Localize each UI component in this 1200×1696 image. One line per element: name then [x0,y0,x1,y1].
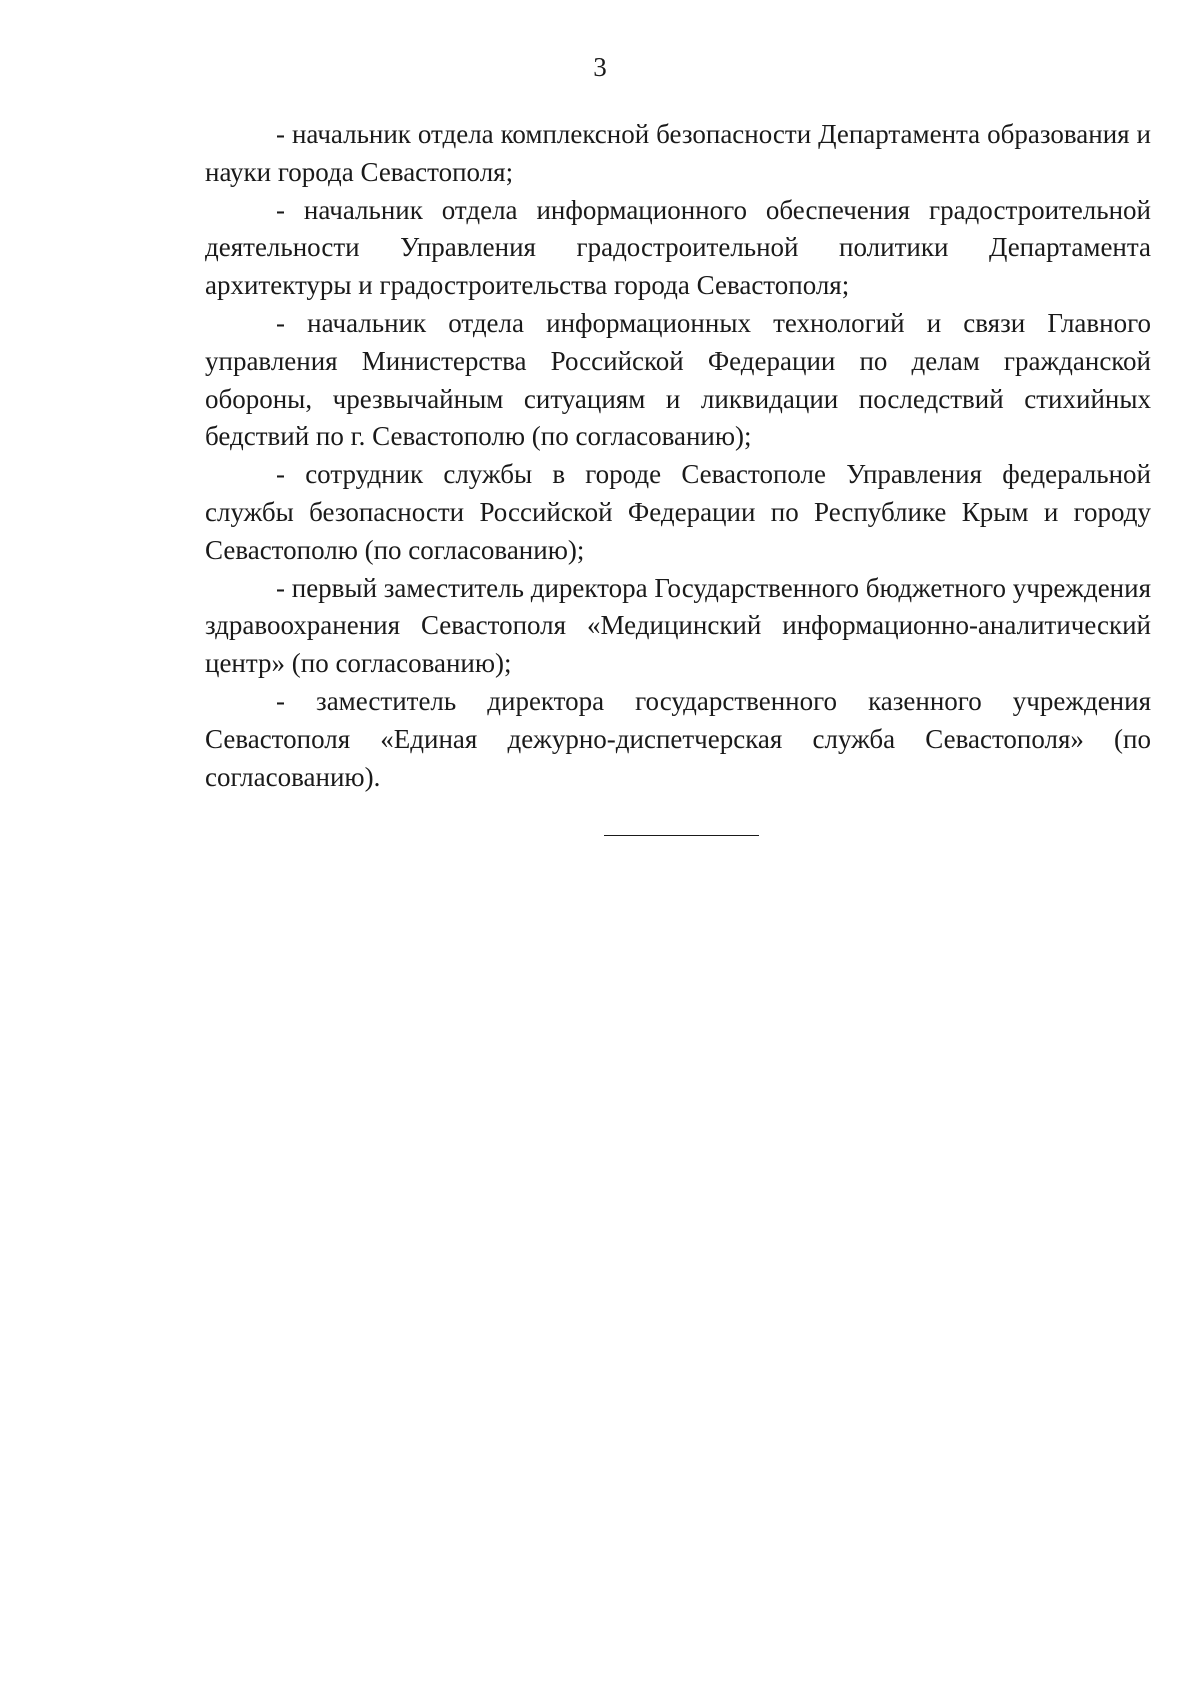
end-separator-line [604,835,759,836]
list-item: - начальник отдела информационного обеспечения градостроительной деятельности Управления градостроительной политики Департамента архитектуры и градостроительства города Севастополя; [205,194,1151,301]
list-item: - начальник отдела комплексной безопасности Департамента образования и науки города Севастополя; [205,119,1151,187]
list-item: - заместитель директора государственного казенного учреждения Севастополя «Единая дежурно-диспетчерская служба Севастополя» (по согласованию). [205,685,1151,792]
list-item: - сотрудник службы в городе Севастополе Управления федеральной службы безопасности Российской Федерации по Республике Крым и городу Севастополю (по согласованию); [205,459,1151,565]
list-item: - начальник отдела информационных технологий и связи Главного управления Министерства Российской Федерации по делам гражданской обороны, чрезвычайным ситуациям и ликвидации последствий стихийных бедствий по г. Севастополю (по согласованию); [205,307,1151,452]
list-item: - первый заместитель директора Государственного бюджетного учреждения здравоохранения Севастополя «Медицинский информационно-аналитический центр» (по согласованию); [205,572,1151,679]
page-number: 3 [593,52,607,82]
document-body [205,116,1151,796]
